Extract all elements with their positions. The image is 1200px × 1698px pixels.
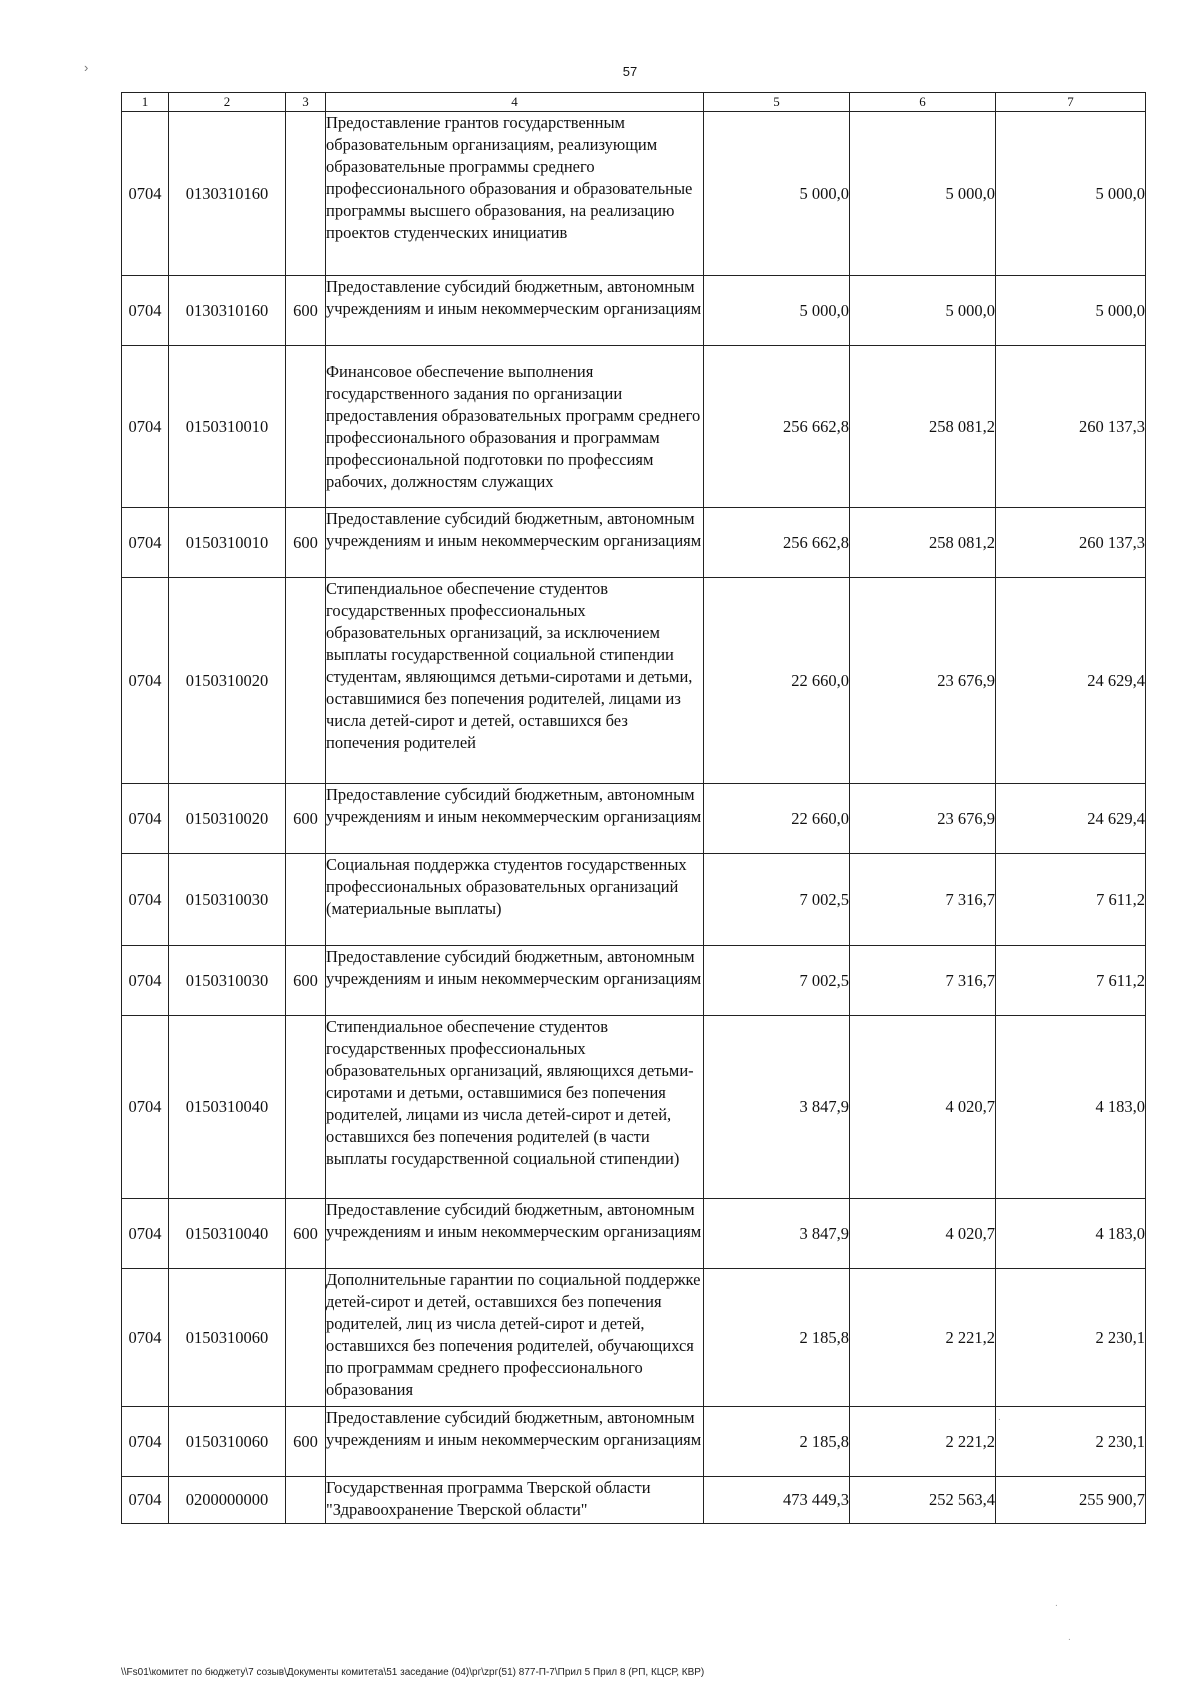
section-code: 0704 — [122, 1477, 169, 1524]
amount-col-6: 4 020,7 — [850, 1016, 996, 1199]
amount-col-5: 2 185,8 — [704, 1269, 850, 1407]
table-row — [122, 1199, 1146, 1269]
amount-col-7: 4 183,0 — [996, 1199, 1146, 1269]
target-article-code: 0150310010 — [169, 346, 286, 508]
section-code: 0704 — [122, 1016, 169, 1199]
header-col-7: 7 — [996, 93, 1146, 112]
expense-type-code: 600 — [286, 946, 326, 1016]
amount-col-6: 5 000,0 — [850, 112, 996, 276]
expense-type-code — [286, 1269, 326, 1407]
header-col-6: 6 — [850, 93, 996, 112]
amount-col-6: 258 081,2 — [850, 346, 996, 508]
amount-col-7: 255 900,7 — [996, 1477, 1146, 1524]
expense-type-code — [286, 854, 326, 946]
target-article-code: 0130310160 — [169, 276, 286, 346]
table-row — [122, 578, 1146, 784]
expense-type-code — [286, 112, 326, 276]
section-code: 0704 — [122, 508, 169, 578]
item-name: Предоставление грантов государственным образовательным организациям, реализующим образовательные программы среднего профессионального образования и образовательные программы высшего образования, на реализацию проектов студенческих инициатив — [326, 112, 704, 276]
amount-col-7: 2 230,1 — [996, 1269, 1146, 1407]
table-row — [122, 276, 1146, 346]
table-row — [122, 1407, 1146, 1477]
target-article-code: 0150310060 — [169, 1407, 286, 1477]
section-code: 0704 — [122, 784, 169, 854]
amount-col-5: 5 000,0 — [704, 276, 850, 346]
stray-mark: › — [84, 60, 89, 75]
item-name: Предоставление субсидий бюджетным, автономным учреждениям и иным некоммерческим организациям — [326, 946, 704, 1016]
item-name: Социальная поддержка студентов государственных профессиональных образовательных организаций (материальные выплаты) — [326, 854, 704, 946]
item-name: Предоставление субсидий бюджетным, автономным учреждениям и иным некоммерческим организациям — [326, 1199, 704, 1269]
section-code: 0704 — [122, 1199, 169, 1269]
amount-col-6: 23 676,9 — [850, 784, 996, 854]
section-code: 0704 — [122, 1269, 169, 1407]
amount-col-5: 2 185,8 — [704, 1407, 850, 1477]
target-article-code: 0200000000 — [169, 1477, 286, 1524]
amount-col-7: 7 611,2 — [996, 854, 1146, 946]
amount-col-5: 3 847,9 — [704, 1199, 850, 1269]
header-col-3: 3 — [286, 93, 326, 112]
amount-col-5: 256 662,8 — [704, 346, 850, 508]
amount-col-6: 23 676,9 — [850, 578, 996, 784]
amount-col-6: 5 000,0 — [850, 276, 996, 346]
target-article-code: 0150310030 — [169, 854, 286, 946]
target-article-code: 0130310160 — [169, 112, 286, 276]
amount-col-5: 5 000,0 — [704, 112, 850, 276]
header-col-5: 5 — [704, 93, 850, 112]
amount-col-6: 7 316,7 — [850, 854, 996, 946]
item-name: Государственная программа Тверской области "Здравоохранение Тверской области" — [326, 1477, 704, 1524]
table-row — [122, 854, 1146, 946]
amount-col-5: 3 847,9 — [704, 1016, 850, 1199]
section-code: 0704 — [122, 112, 169, 276]
table-row — [122, 946, 1146, 1016]
amount-col-5: 473 449,3 — [704, 1477, 850, 1524]
budget-table — [121, 92, 1146, 1524]
expense-type-code: 600 — [286, 784, 326, 854]
table-row — [122, 784, 1146, 854]
amount-col-6: 252 563,4 — [850, 1477, 996, 1524]
table-row — [122, 508, 1146, 578]
scan-speck: . — [1068, 1632, 1071, 1643]
amount-col-6: 4 020,7 — [850, 1199, 996, 1269]
amount-col-7: 5 000,0 — [996, 112, 1146, 276]
amount-col-5: 22 660,0 — [704, 784, 850, 854]
amount-col-7: 5 000,0 — [996, 276, 1146, 346]
item-name: Предоставление субсидий бюджетным, автономным учреждениям и иным некоммерческим организациям — [326, 508, 704, 578]
section-code: 0704 — [122, 854, 169, 946]
expense-type-code — [286, 1016, 326, 1199]
item-name: Финансовое обеспечение выполнения государственного задания по организации предоставления образовательных программ среднего профессионального образования и программам профессиональной подготовки по профессиям рабочих, должностям служащих — [326, 346, 704, 508]
amount-col-7: 260 137,3 — [996, 346, 1146, 508]
section-code: 0704 — [122, 946, 169, 1016]
section-code: 0704 — [122, 1407, 169, 1477]
amount-col-6: 2 221,2 — [850, 1407, 996, 1477]
header-row — [122, 93, 1146, 112]
section-code: 0704 — [122, 276, 169, 346]
scan-speck: . — [998, 1412, 1001, 1423]
amount-col-6: 7 316,7 — [850, 946, 996, 1016]
page-number: 57 — [622, 64, 638, 79]
amount-col-7: 260 137,3 — [996, 508, 1146, 578]
amount-col-7: 7 611,2 — [996, 946, 1146, 1016]
expense-type-code: 600 — [286, 1199, 326, 1269]
amount-col-5: 7 002,5 — [704, 946, 850, 1016]
target-article-code: 0150310030 — [169, 946, 286, 1016]
expense-type-code — [286, 346, 326, 508]
expense-type-code: 600 — [286, 1407, 326, 1477]
target-article-code: 0150310020 — [169, 578, 286, 784]
header-col-4: 4 — [326, 93, 704, 112]
item-name: Стипендиальное обеспечение студентов государственных профессиональных образовательных организаций, являющихся детьми-сиротами и детьми, оставшимися без попечения родителей, лицами из числа детей-сирот и детей, оставшихся без попечения родителей (в части выплаты государственной социальной стипендии) — [326, 1016, 704, 1199]
table-row — [122, 1269, 1146, 1407]
table-row — [122, 346, 1146, 508]
table-row — [122, 1477, 1146, 1524]
item-name: Предоставление субсидий бюджетным, автономным учреждениям и иным некоммерческим организациям — [326, 276, 704, 346]
expense-type-code: 600 — [286, 276, 326, 346]
header-col-1: 1 — [122, 93, 169, 112]
amount-col-5: 7 002,5 — [704, 854, 850, 946]
target-article-code: 0150310020 — [169, 784, 286, 854]
item-name: Стипендиальное обеспечение студентов государственных профессиональных образовательных организаций, за исключением выплаты государственной социальной стипендии студентам, являющимся детьми-сиротами и детьми, оставшимися без попечения родителей, лицами из числа детей-сирот и детей, оставшихся без попечения родителей — [326, 578, 704, 784]
amount-col-6: 2 221,2 — [850, 1269, 996, 1407]
table-row — [122, 1016, 1146, 1199]
item-name: Дополнительные гарантии по социальной поддержке детей-сирот и детей, оставшихся без попечения родителей, лиц из числа детей-сирот и детей, оставшихся без попечения родителей, обучающихся по программам среднего профессионального образования — [326, 1269, 704, 1407]
target-article-code: 0150310040 — [169, 1199, 286, 1269]
target-article-code: 0150310060 — [169, 1269, 286, 1407]
amount-col-5: 256 662,8 — [704, 508, 850, 578]
scan-speck: . — [1055, 1598, 1058, 1609]
amount-col-7: 4 183,0 — [996, 1016, 1146, 1199]
item-name: Предоставление субсидий бюджетным, автономным учреждениям и иным некоммерческим организациям — [326, 784, 704, 854]
item-name: Предоставление субсидий бюджетным, автономным учреждениям и иным некоммерческим организациям — [326, 1407, 704, 1477]
section-code: 0704 — [122, 578, 169, 784]
expense-type-code — [286, 1477, 326, 1524]
amount-col-7: 24 629,4 — [996, 784, 1146, 854]
target-article-code: 0150310010 — [169, 508, 286, 578]
amount-col-6: 258 081,2 — [850, 508, 996, 578]
header-col-2: 2 — [169, 93, 286, 112]
section-code: 0704 — [122, 346, 169, 508]
expense-type-code — [286, 578, 326, 784]
target-article-code: 0150310040 — [169, 1016, 286, 1199]
amount-col-7: 2 230,1 — [996, 1407, 1146, 1477]
footer-file-path: \\Fs01\комитет по бюджету\7 созыв\Документы комитета\51 заседание (04)\рг\zрг(51) 877-П-7\Прил 5 Прил 8 (РП, КЦСР, КВР) — [121, 1667, 705, 1678]
amount-col-5: 22 660,0 — [704, 578, 850, 784]
table-row — [122, 112, 1146, 276]
amount-col-7: 24 629,4 — [996, 578, 1146, 784]
expense-type-code: 600 — [286, 508, 326, 578]
